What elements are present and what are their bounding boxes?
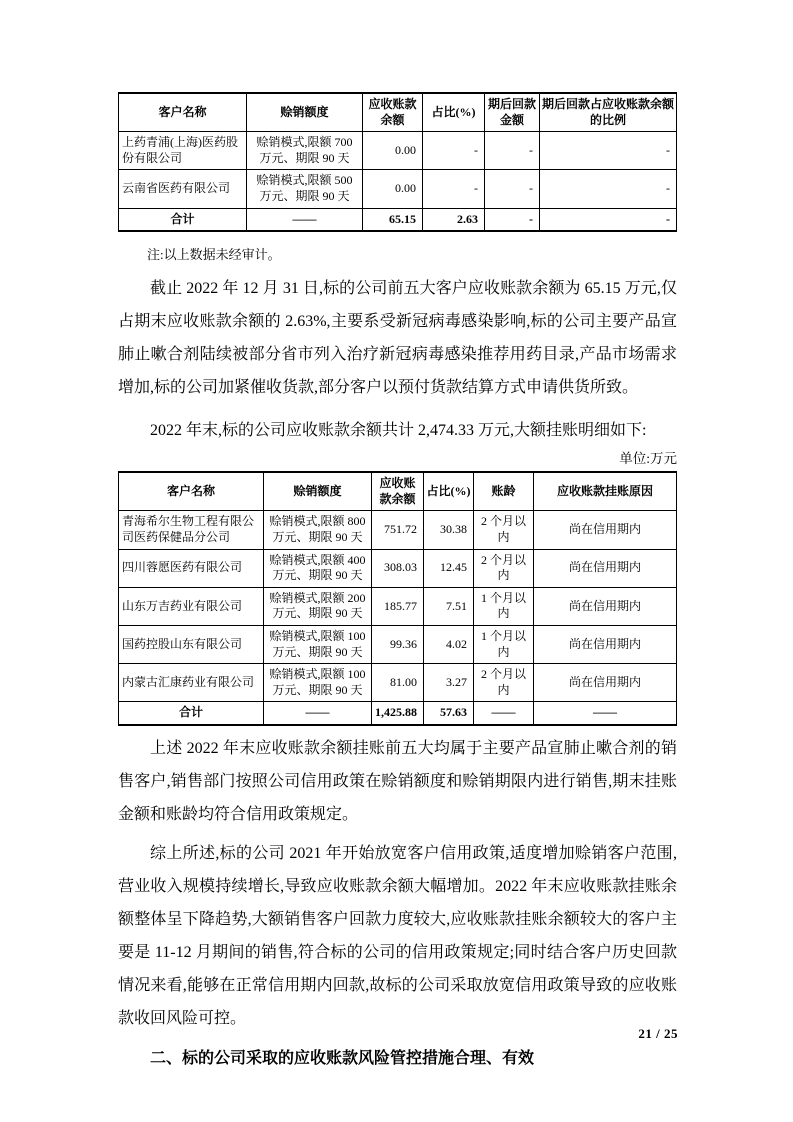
cell-aging: 2 个月以内 xyxy=(474,664,534,702)
cell-ratio: 4.02 xyxy=(424,625,474,663)
cell-customer-name: 国药控股山东有限公司 xyxy=(119,625,264,663)
cell-credit-limit: 赊销模式,限额 800 万元、期限 90 天 xyxy=(264,511,372,549)
cell-post-collection: - xyxy=(485,170,540,208)
paragraph-conclusion: 综上所述,标的公司 2021 年开始放宽客户信用政策,适度增加赊销客户范围,营业收入规模持续增长,导致应收账款余额大幅增加。2022 年末应收账款挂账余额整体呈下降趋势,大额销售客户回款力度较大,应收账款挂账余额较大的客户主要是 11-12 月期间的销售,符合标的公司的信用政策规定;同时结合客户历史回款情况来看,能够在正常信用期内回款,故标的公司采取放宽信用政策导致的应收账款收回风险可控。 xyxy=(118,844,677,1027)
table-row xyxy=(119,511,677,549)
cell-total-post-collection: - xyxy=(485,208,540,231)
table-row xyxy=(119,664,677,702)
cell-total-ratio: 2.63 xyxy=(423,208,485,231)
cell-total-aging: —— xyxy=(474,702,534,725)
cell-customer-name: 上药青浦(上海)医药股份有限公司 xyxy=(119,132,247,170)
table-total-row xyxy=(119,208,677,231)
cell-receivable-balance: 0.00 xyxy=(363,170,423,208)
header-ratio: 占比(%) xyxy=(424,472,474,511)
header-aging: 账龄 xyxy=(474,472,534,511)
table-header-row xyxy=(119,93,677,132)
cell-credit-limit: 赊销模式,限额 200 万元、期限 90 天 xyxy=(264,587,372,625)
paragraph-credit-policy-compliance: 上述 2022 年末应收账款余额挂账前五大均属于主要产品宣肺止嗽合剂的销售客户,销售部门按照公司信用政策在赊销额度和赊销期限内进行销售,期末挂账金额和账龄均符合信用政策规定。 xyxy=(118,739,677,823)
cell-post-collection-ratio: - xyxy=(540,132,677,170)
large-balance-detail-table xyxy=(118,471,677,726)
cell-receivable-balance: 0.00 xyxy=(363,132,423,170)
cell-total-label: 合计 xyxy=(119,702,264,725)
cell-customer-name: 云南省医药有限公司 xyxy=(119,170,247,208)
cell-credit-limit: 赊销模式,限额 400 万元、期限 90 天 xyxy=(264,549,372,587)
cell-customer-name: 青海希尔生物工程有限公司医药保健品分公司 xyxy=(119,511,264,549)
cell-ratio: - xyxy=(423,170,485,208)
cell-aging: 2 个月以内 xyxy=(474,511,534,549)
cell-outstanding-reason: 尚在信用期内 xyxy=(534,664,677,702)
cell-ratio: 3.27 xyxy=(424,664,474,702)
unit-label: 单位:万元 xyxy=(619,451,677,467)
cell-ratio: 12.45 xyxy=(424,549,474,587)
cell-ratio: 30.38 xyxy=(424,511,474,549)
cell-aging: 1 个月以内 xyxy=(474,587,534,625)
cell-receivable-balance: 81.00 xyxy=(372,664,424,702)
cell-total-reason: —— xyxy=(534,702,677,725)
cell-outstanding-reason: 尚在信用期内 xyxy=(534,549,677,587)
table-row xyxy=(119,170,677,208)
header-receivable-balance: 应收账款余额 xyxy=(363,93,423,132)
page-content xyxy=(118,0,677,1075)
header-post-collection: 期后回款金额 xyxy=(485,93,540,132)
cell-total-balance: 1,425.88 xyxy=(372,702,424,725)
top-customers-receivables-table xyxy=(118,92,677,232)
paragraph-top5-analysis: 截止 2022 年 12 月 31 日,标的公司前五大客户应收账款余额为 65.15 万元,仅占期末应收账款余额的 2.63%,主要系受新冠病毒感染影响,标的公司主要产品宣肺止嗽合剂陆续被部分省市列入治疗新冠病毒感染推荐用药目录,产品市场需求增加,标的公司加紧催收货款,部分客户以预付货款结算方式申请供货所致。 xyxy=(118,280,677,397)
cell-credit-limit: 赊销模式,限额 700 万元、期限 90 天 xyxy=(247,132,363,170)
section-heading: 二、标的公司采取的应收账款风险管控措施合理、有效 xyxy=(150,1049,535,1067)
cell-customer-name: 四川蓉愿医药有限公司 xyxy=(119,549,264,587)
cell-aging: 1 个月以内 xyxy=(474,625,534,663)
paragraph-balance-intro: 2022 年末,标的公司应收账款余额共计 2,474.33 万元,大额挂账明细如下: xyxy=(150,422,647,440)
table-note: 注:以上数据未经审计。 xyxy=(147,247,281,263)
cell-total-post-ratio: - xyxy=(540,208,677,231)
header-customer-name: 客户名称 xyxy=(119,472,264,511)
cell-total-credit: —— xyxy=(264,702,372,725)
table-row xyxy=(119,549,677,587)
table-header-row xyxy=(119,472,677,511)
cell-total-ratio: 57.63 xyxy=(424,702,474,725)
cell-ratio: 7.51 xyxy=(424,587,474,625)
header-credit-limit: 赊销额度 xyxy=(247,93,363,132)
cell-receivable-balance: 185.77 xyxy=(372,587,424,625)
cell-aging: 2 个月以内 xyxy=(474,549,534,587)
table-row xyxy=(119,587,677,625)
cell-receivable-balance: 99.36 xyxy=(372,625,424,663)
cell-credit-limit: 赊销模式,限额 500 万元、期限 90 天 xyxy=(247,170,363,208)
header-ratio: 占比(%) xyxy=(423,93,485,132)
cell-total-credit: —— xyxy=(247,208,363,231)
header-credit-limit: 赊销额度 xyxy=(264,472,372,511)
table-total-row xyxy=(119,702,677,725)
cell-total-label: 合计 xyxy=(119,208,247,231)
cell-credit-limit: 赊销模式,限额 100 万元、期限 90 天 xyxy=(264,664,372,702)
cell-total-balance: 65.15 xyxy=(363,208,423,231)
cell-outstanding-reason: 尚在信用期内 xyxy=(534,625,677,663)
header-receivable-balance: 应收账款余额 xyxy=(372,472,424,511)
cell-receivable-balance: 308.03 xyxy=(372,549,424,587)
cell-outstanding-reason: 尚在信用期内 xyxy=(534,587,677,625)
cell-customer-name: 山东万吉药业有限公司 xyxy=(119,587,264,625)
cell-ratio: - xyxy=(423,132,485,170)
cell-receivable-balance: 751.72 xyxy=(372,511,424,549)
header-outstanding-reason: 应收账款挂账原因 xyxy=(534,472,677,511)
page-number: 21 / 25 xyxy=(638,1026,678,1041)
cell-post-collection: - xyxy=(485,132,540,170)
table-row xyxy=(119,625,677,663)
cell-post-collection-ratio: - xyxy=(540,170,677,208)
cell-credit-limit: 赊销模式,限额 100 万元、期限 90 天 xyxy=(264,625,372,663)
cell-customer-name: 内蒙古汇康药业有限公司 xyxy=(119,664,264,702)
table-row xyxy=(119,132,677,170)
cell-outstanding-reason: 尚在信用期内 xyxy=(534,511,677,549)
header-customer-name: 客户名称 xyxy=(119,93,247,132)
header-post-collection-ratio: 期后回款占应收账款余额的比例 xyxy=(540,93,677,132)
